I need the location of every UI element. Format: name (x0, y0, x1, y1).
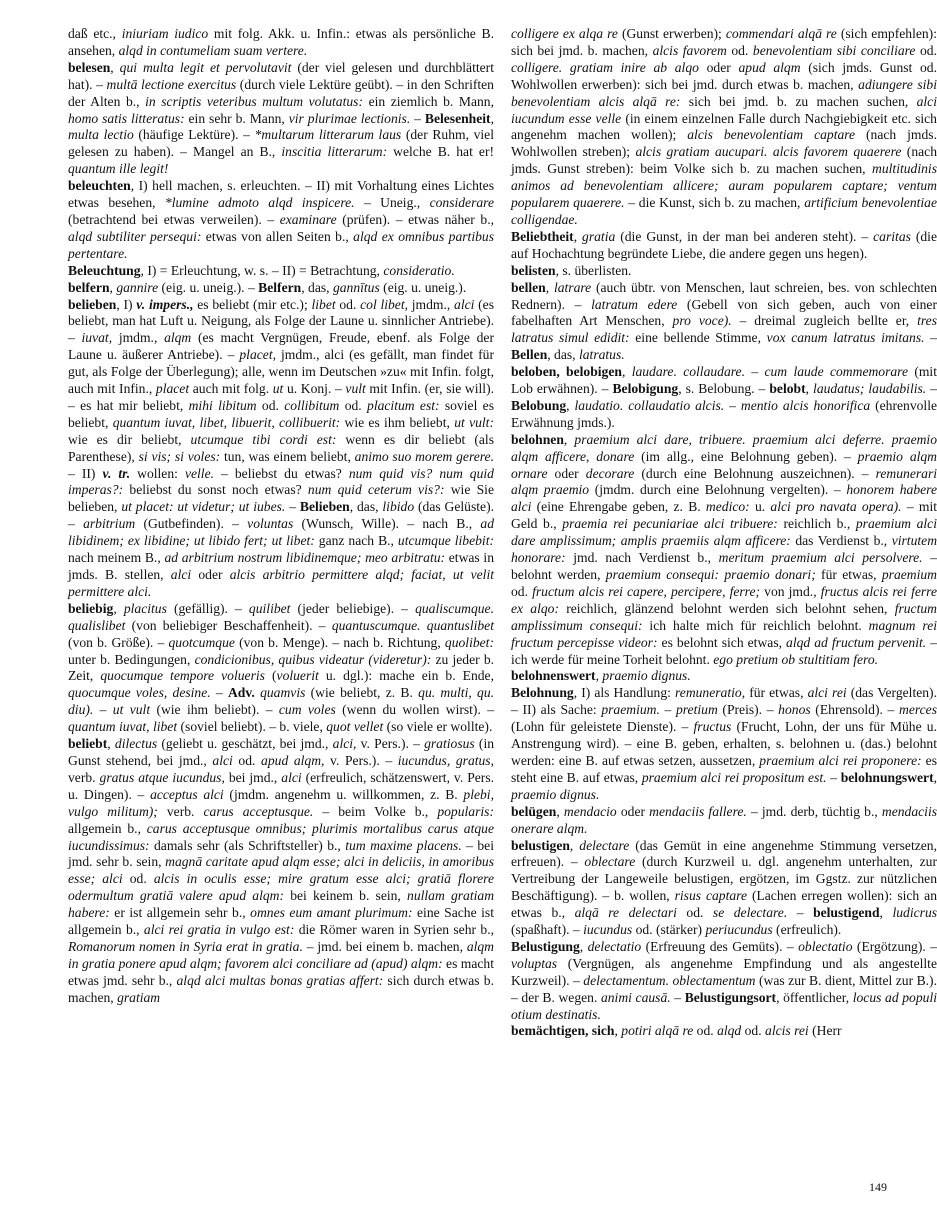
dictionary-entry: belohnen, praemium alci dare, tribuere. praemium alci deferre. praemio alqm afficere, donare (im allg., eine Belohnung geben). – praemio alqm ornare oder decorare (durch eine Belohnung auszeichnen). – remunerari alqm praemio (jmdm. durch eine Belohnung vergelten). – honorem habere alci (eine Ehrengabe geben, z. B. medico: u. alci pro navata opera). – mit Geld b., praemia rei pecuniariae alci tribuere: reichlich b., praemium alci dare amplissimum; amplis praemiis alqm afficere: das Verdienst b., virtutem honorare: jmd. nach Verdienst b., meritum praemium alci persolvere. – belohnt werden, praemium consequi: praemio donari; für etwas, praemium od. fructum alcis rei capere, percipere, ferre; von jmd., fructus alcis rei ferre ex alqo: reichlich, glänzend belohnt werden sich belohnt sehen, fructum amplissimum consequi: ich halte mich für reichlich belohnt. magnum rei fructum percepisse videor: es belohnt sich etwas, alqd ad fructum pervenit. – ich werde für meine Torheit belohnt. ego pretium ob stultitiam fero. (511, 431, 937, 667)
dictionary-entry: beliebig, placitus (gefällig). – quilibet (jeder beliebige). – qualiscumque. qualislibet (von beliebiger Beschaffenheit). – quantuscumque. quantuslibet (von b. Größe). – quotcumque (von b. Menge). – nach b. Richtung, quolibet: unter b. Bedingungen, condicionibus, quibus videatur (videretur): zu jeder b. Zeit, quocumque tempore volueris (voluerit u. dgl.): mache ein b. Ende, quocumque voles, desine. – Adv. quamvis (wie beliebt, z. B. qu. multi, qu. diu). – ut vult (wie ihm beliebt). – cum voles (wenn du wollen wirst). – quantum iuvat, libet (soviel beliebt). – b. viele, quot vellet (so viele er wollte). (68, 600, 495, 735)
dictionary-entry: beloben, belobigen, laudare. collaudare. – cum laude commemorare (mit Lob erwähnen). – Belobigung, s. Belobung. – belobt, laudatus; laudabilis. – Belobung, laudatio. collaudatio alcis. – mentio alcis honorifica (ehrenvolle Erwähnung jmds.). (511, 364, 937, 430)
dictionary-entry: Belustigung, delectatio (Erfreuung des Gemüts). – oblectatio (Ergötzung). – voluptas (Vergnügen, als angenehme Empfindung und als angestellte Kurzweil). – delectamentum. oblectamentum (was zur B. dient, Mittel zur B.). – der B. wegen. animi causā. – Belustigungsort, öffentlicher, locus ad populi otium destinatis. (511, 938, 937, 1022)
dictionary-entry: belügen, mendacio oder mendaciis fallere. – jmd. derb, tüchtig b., mendaciis onerare alqm. (511, 803, 937, 836)
dictionary-entry: belfern, gannire (eig. u. uneig.). – Belfern, das, gannītus (eig. u. uneig.). (68, 279, 467, 295)
dictionary-entry: bellen, latrare (auch übtr. von Menschen, laut schreien, bes. von schlechten Rednern). – latratum edere (Gebell von sich geben, auch von einer fabelhaften Art Menschen, pro voce). – dreimal zugleich bellte er, tres latratus simul edidit: eine bellende Stimme, vox canum latratus imitans. – Bellen, das, latratus. (511, 279, 937, 363)
dictionary-entry: beliebt, dilectus (geliebt u. geschätzt, bei jmd., alci, v. Pers.). – gratiosus (in Gunst stehend, bei jmd., alci od. apud alqm, v. Pers.). – iucundus, gratus, verb. gratus atque iucundus, bei jmd., alci (erfreulich, schätzenswert, v. Pers. u. Dingen). – acceptus alci (jmdm. angenehm u. willkommen, z. B. plebi, vulgo militum); verb. carus acceptusque. – beim Volke b., popularis: allgemein b., carus acceptusque omnibus; plurimis mortalibus carus atque iucundissimus: damals sehr (als Schriftsteller) b., tum maxime placens. – bei jmd. sehr b. sein, magnā caritate apud alqm esse; alci in deliciis, in amoribus esse; alci od. alcis in oculis esse; mire gratum esse alci; gratiā florere odermultum gratiā valere apud alqm: bei keinem b. sein, nullam gratiam habere: er ist allgemein sehr b., omnes eum amant plurimum: eine Sache ist allgemein b., alci rei gratia in vulgo est: die Römer waren in Syrien sehr b., Romanorum nomen in Syria erat in gratia. – jmd. bei einem b. machen, alqm in gratia ponere apud alqm; favorem alci conciliare ad (apud) alqm: es macht etwas jmd. sehr b., alqd alci multas bonas gratias affert: sich durch etwas b. machen, gratiam (68, 736, 495, 1005)
dictionary-entry: bemächtigen, sich, potiri alqā re od. alqd od. alcis rei (Herr (511, 1023, 842, 1039)
dictionary-entry: Beleuchtung, I) = Erleuchtung, w. s. – II) = Betrachtung, consideratio. (68, 262, 455, 278)
page-number: 149 (869, 1180, 887, 1194)
dictionary-entry: colligere ex alqa re (Gunst erwerben); commendari alqā re (sich empfehlen): sich bei jmd. b. machen, alcis favorem od. benevolentiam sibi conciliare od. colligere. gratiam inire ab alqo oder apud alqm (sich jmds. Gunst od. Wohlwollen erwerben): sich bei jmd. durch etwas b. machen, adiungere sibi benevolentiam alcis alqā re: sich bei jmd. b. zu machen suchen, alci iucundum esse velle (in einem einzelnen Falle durch Nachgiebigkeit etc. sich angenehm machen wollen); alcis benevolentiam captare (nach jmds. Wohlwollen streben); alcis gratiam aucupari. alcis favorem quaerere (nach jmds. Gunst streben): beim Volke sich b. zu machen suchen, multitudinis animos ad benevolentiam allicere; auram popularem captare; ventum popularem quaerere. – die Kunst, sich b. zu machen, artificium benevolentiae colligendae. (511, 26, 937, 227)
dictionary-entry: belohnenswert, praemio dignus. (511, 668, 691, 684)
dictionary-entry: Belohnung, I) als Handlung: remuneratio, für etwas, alci rei (das Vergelten). – II) als Sache: praemium. – pretium (Preis). – honos (Ehrensold). – merces (Lohn für geleistete Dienste). – fructus (Frucht, Lohn, der uns für Mühe u. Anstrengung wird). – eine B. geben, erhalten, s. belohnen u. (das.) belohnt werden: eine B. auf etwas setzen, aussetzen, praemium alci rei proponere: es steht eine B. auf etwas, praemium alci rei propositum est. – belohnungswert, praemio dignus. (511, 685, 937, 802)
dictionary-entry: Beliebtheit, gratia (die Gunst, in der man bei anderen steht). – caritas (die auf Hochachtung begründete Liebe, die andere gegen uns hegen). (511, 228, 937, 261)
dictionary-entry: beleuchten, I) hell machen, s. erleuchten. – II) mit Vorhaltung eines Lichtes etwas besehen, *lumine admoto alqd inspicere. – Uneig., considerare (betrachtend bei etwas verweilen). – examinare (prüfen). – etwas näher b., alqd subtiliter persequi: etwas von allen Seiten b., alqd ex omnibus partibus pertentare. (68, 178, 494, 261)
left-column (68, 26, 494, 1007)
right-column (511, 26, 937, 1040)
dictionary-entry: belieben, I) v. impers., es beliebt (mir etc.); libet od. col libet, jmdm., alci (es beliebt, man hat Luft u. Neigung, als Folge der Laune u. sinnlicher Antriebe). – iuvat, jmdm., alqm (es macht Vergnügen, Freude, ebenf. als Folge der Laune u. äußerer Antriebe). – placet, jmdm., alci (es gefällt, man findet für gut, als Folge der Überlegung); alle, wenn im Deutschen »zu« mit Infin. folgt, auch mit Infin., placet auch mit folg. ut u. Konj. – vult mit Infin. (er, sie will). – es hat mir beliebt, mihi libitum od. collibitum od. placitum est: soviel es beliebt, quantum iuvat, libet, libuerit, collibuerit: wie es ihm beliebt, ut vult: wie es dir beliebt, utcumque tibi cordi est: wenn es dir beliebt (als Parenthese), si vis; si voles: tun, was einem beliebt, animo suo morem gerere. – II) v. tr. wollen: velle. – beliebst du etwas? num quid vis? num quid imperas?: beliebst du sonst noch etwas? num quid ceterum vis?: wie Sie belieben, ut placet: ut videtur; ut iubes. – Belieben, das, libido (das Gelüste). – arbitrium (Gutbefinden). – voluntas (Wunsch, Wille). – nach B., ad libidinem; ex libidine; ut libido fert; ut libet: ganz nach B., utcumque libebit: nach meinem B., ad arbitrium nostrum libidinemque; meo arbitratu: etwas in jmds. B. stellen, alci oder alcis arbitrio permittere alqd; faciat, ut velit permittere alci. (68, 296, 495, 599)
dictionary-entry: belesen, qui multa legit et pervolutavit (der viel gelesen und durchblättert hat). – multā lectione exercitus (durch viele Lektüre geübt). – in den Schriften der Alten b., in scriptis veteribus multum volutatus: ein ziemlich b. Mann, homo satis litteratus: ein sehr b. Mann, vir plurimae lectionis. – Belesenheit, multa lectio (häufige Lektüre). – *multarum litterarum laus (der Ruhm, viel gelesen zu haben). – Mangel an B., inscitia litterarum: welche B. hat er! quantum ille legit! (68, 59, 494, 177)
dictionary-entry: daß etc., iniuriam iudico mit folg. Akk. u. Infin.: etwas als persönliche B. ansehen, alqd in contumeliam suam vertere. (68, 26, 494, 58)
dictionary-entry: belustigen, delectare (das Gemüt in eine angenehme Stimmung versetzen, erfreuen). – oblectare (durch Kurzweil u. dgl. angenehm unterhalten, zur Vertreibung der Langeweile belustigen, ergötzen, im Ggstz. zur nützlichen Beschäftigung). – b. wollen, risus captare (Lachen erregen wollen): sich an etwas b., alqā re delectari od. se delectare. – belustigend, ludicrus (spaßhaft). – iucundus od. (stärker) periucundus (erfreulich). (511, 837, 937, 938)
dictionary-entry: belisten, s. überlisten. (511, 262, 632, 278)
